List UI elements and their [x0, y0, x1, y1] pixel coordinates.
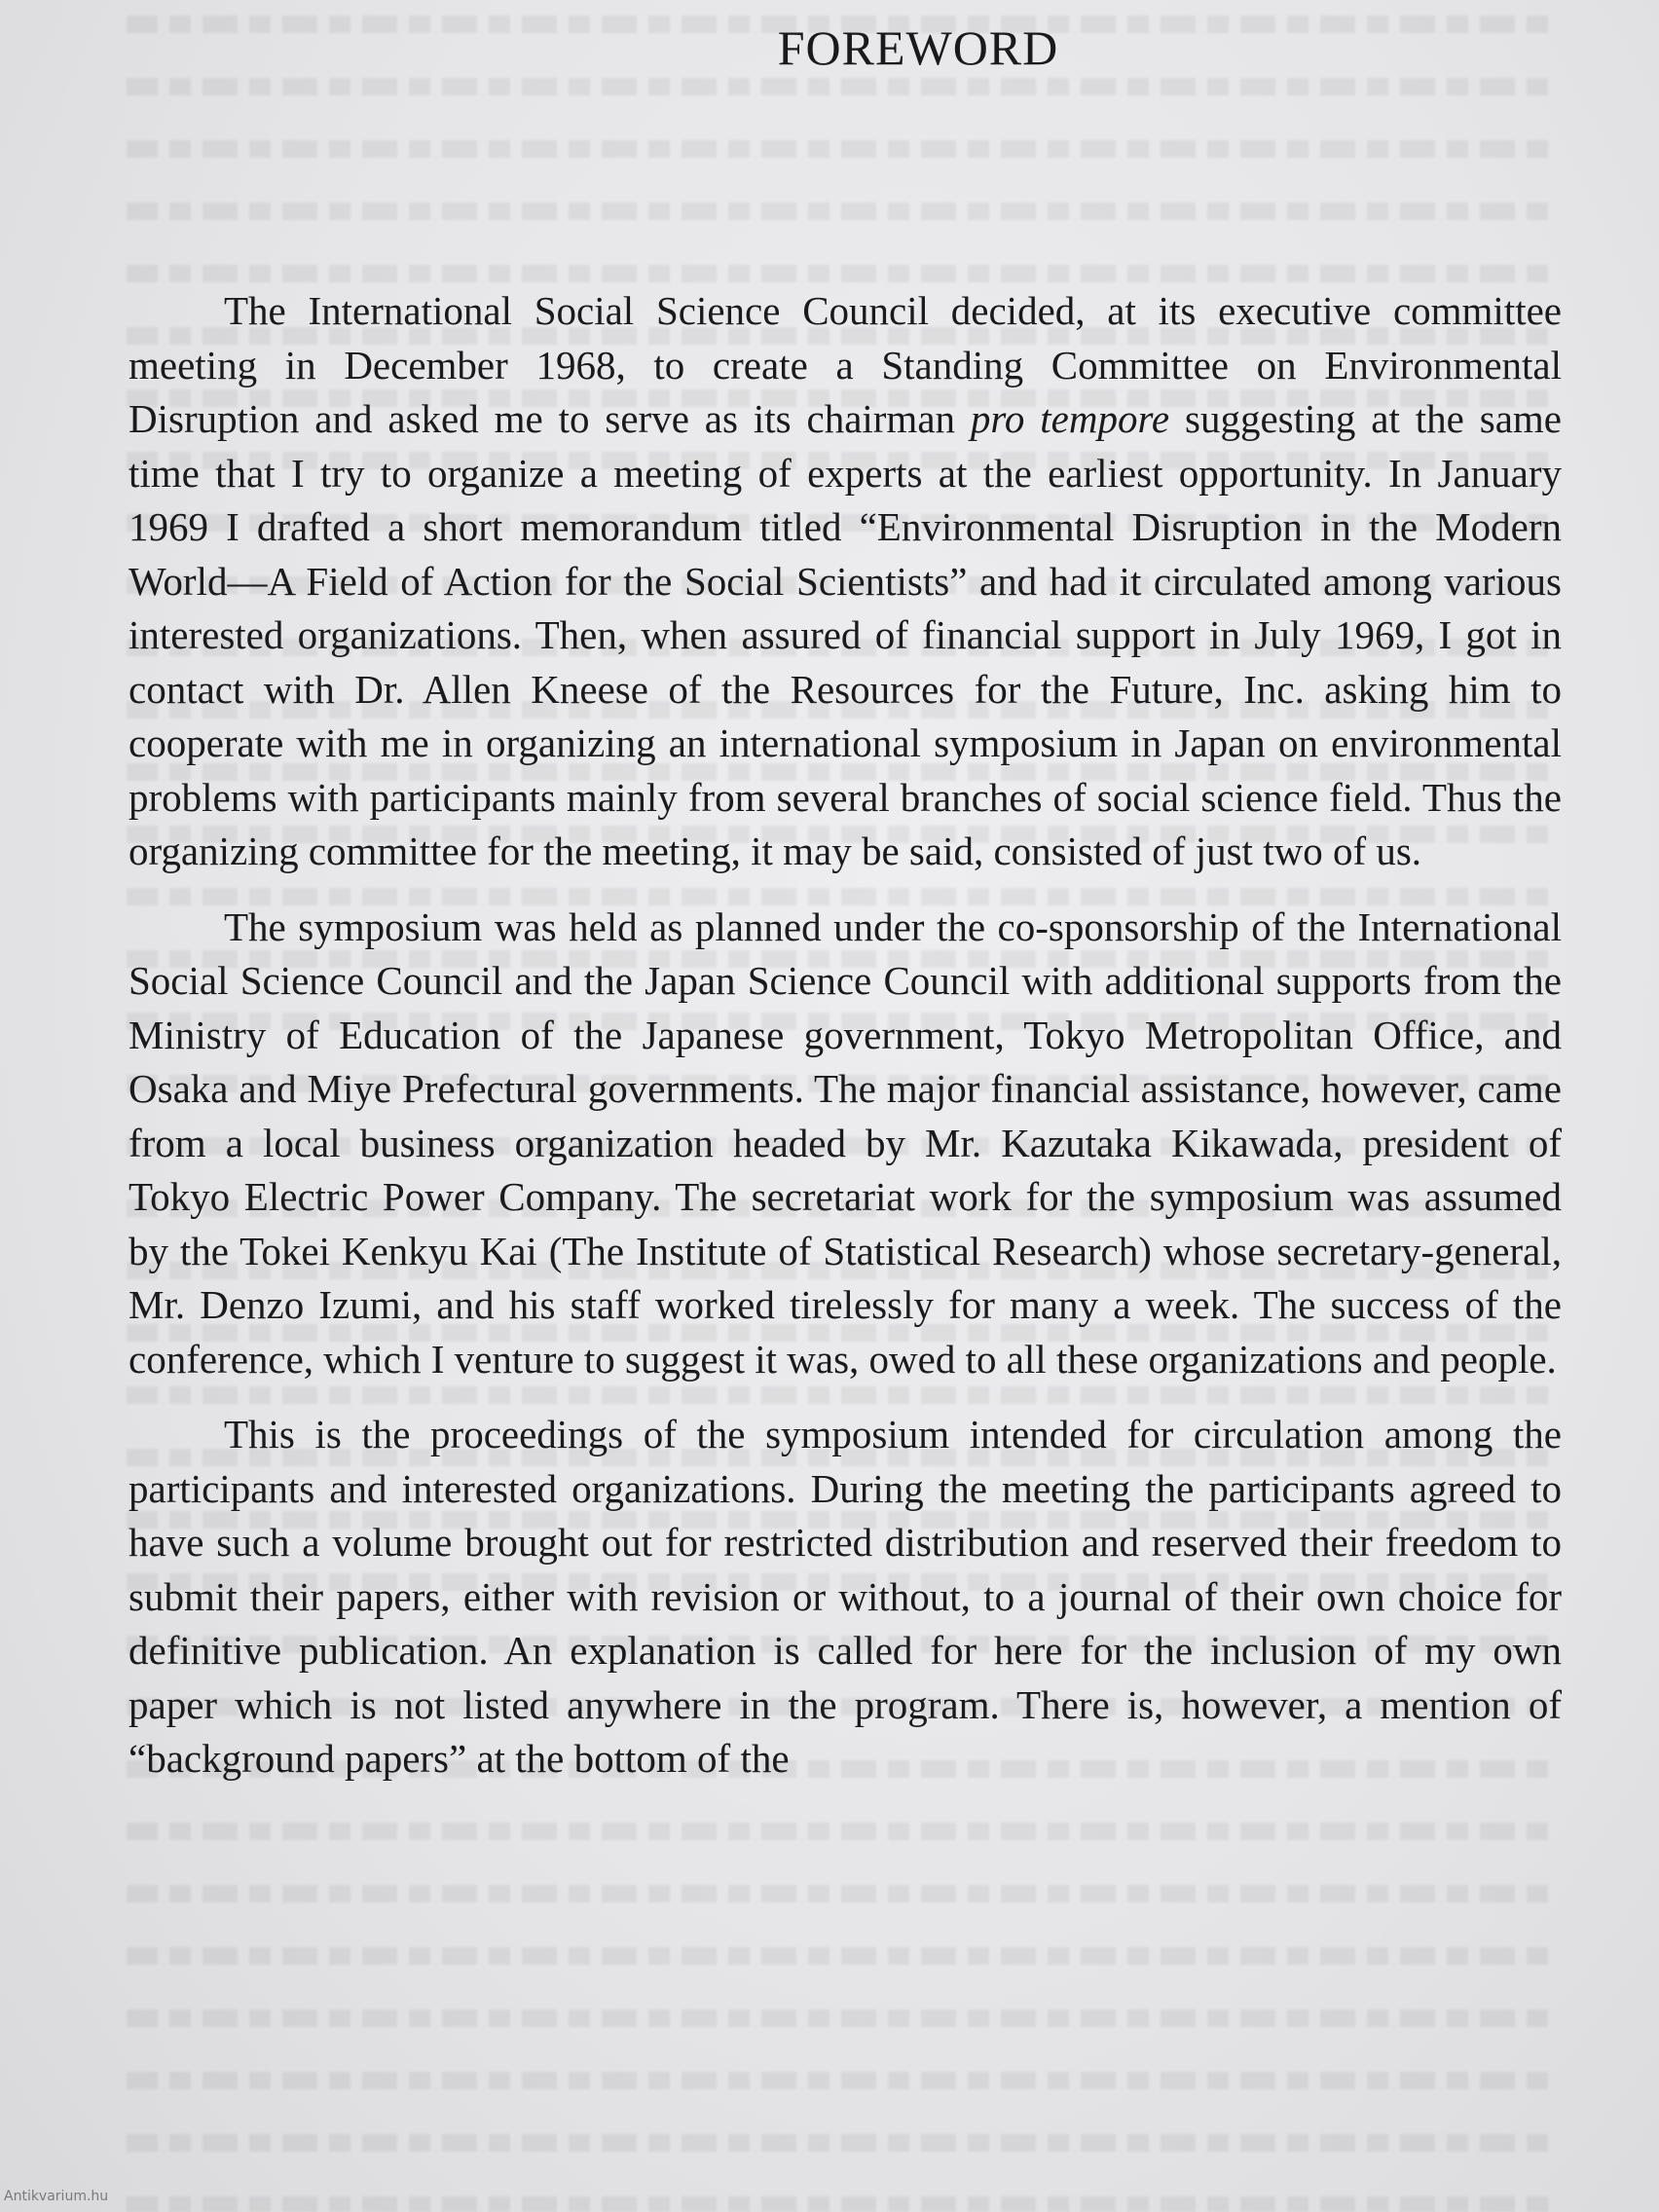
- bleed-line: [127, 2009, 1548, 2056]
- page-content: [129, 14, 1562, 1787]
- paragraph-2: The symposium was held as planned under the co-sponsorship of the International Social Science Council and the Japan Science Council with additional supports from the Ministry of Education of the Japanese government, Tokyo Metropolitan Office, and Osaka and Miye Prefectural governments. The major financial assistance, however, came from a local business organization headed by Mr. Kazutaka Kikawada, president of Tokyo Electric Power Company. The secretariat work for the symposium was assumed by the Tokei Kenkyu Kai (The Institute of Statistical Research) whose secretary-general, Mr. Denzo Izumi, and his staff worked tirelessly for many a week. The success of the conference, which I venture to suggest it was, owed to all these organizations and people.: [129, 903, 1562, 1382]
- paragraph-1: [129, 284, 1562, 879]
- bleed-line: [127, 1885, 1548, 1932]
- bleed-line: [127, 2072, 1548, 2119]
- bleed-line: [127, 2134, 1548, 2181]
- bleed-line: [127, 1947, 1548, 1994]
- page-title: FOREWORD: [777, 20, 1059, 75]
- bleed-line: [127, 1823, 1548, 1869]
- bleed-line: [127, 2196, 1548, 2212]
- paragraph-1-lead: The International Social Science Council decided, at its executive committee meeting in December 1968, to create a Standing Committee on Environmental Disruption and asked me to serve as its chairman: [129, 288, 1562, 441]
- paragraph-1-italic-phrase: pro tempore: [970, 396, 1170, 441]
- site-watermark: Antikvarium.hu: [4, 2189, 109, 2204]
- paragraph-3: This is the proceedings of the symposium intended for circulation among the participants and interested organizations. During the meeting the participants agreed to have such a volume brought out for restricted distribution and reserved their freedom to submit their papers, either with revision or without, to a journal of their own choice for definitive publication. An explanation is called for here for the inclusion of my own paper which is not listed anywhere in the program. There is, however, a mention of “background papers” at the bottom of the: [129, 1412, 1562, 1781]
- paragraph-1-rest: suggesting at the same time that I try to organize a meeting of experts at the earliest opportunity. In January 1969 I drafted a short memorandum titled “Environmental Disruption in the Modern World—A Field of Action for the Social Scientists” and had it circulated among various interested organizations. Then, when assured of financial support in July 1969, I got in contact with Dr. Allen Kneese of the Resources for the Future, Inc. asking him to cooperate with me in organizing an international symposium in Japan on environmental problems with participants mainly from several branches of social science field. Thus the organizing committee for the meeting, it may be said, consisted of just two of us.: [129, 396, 1562, 873]
